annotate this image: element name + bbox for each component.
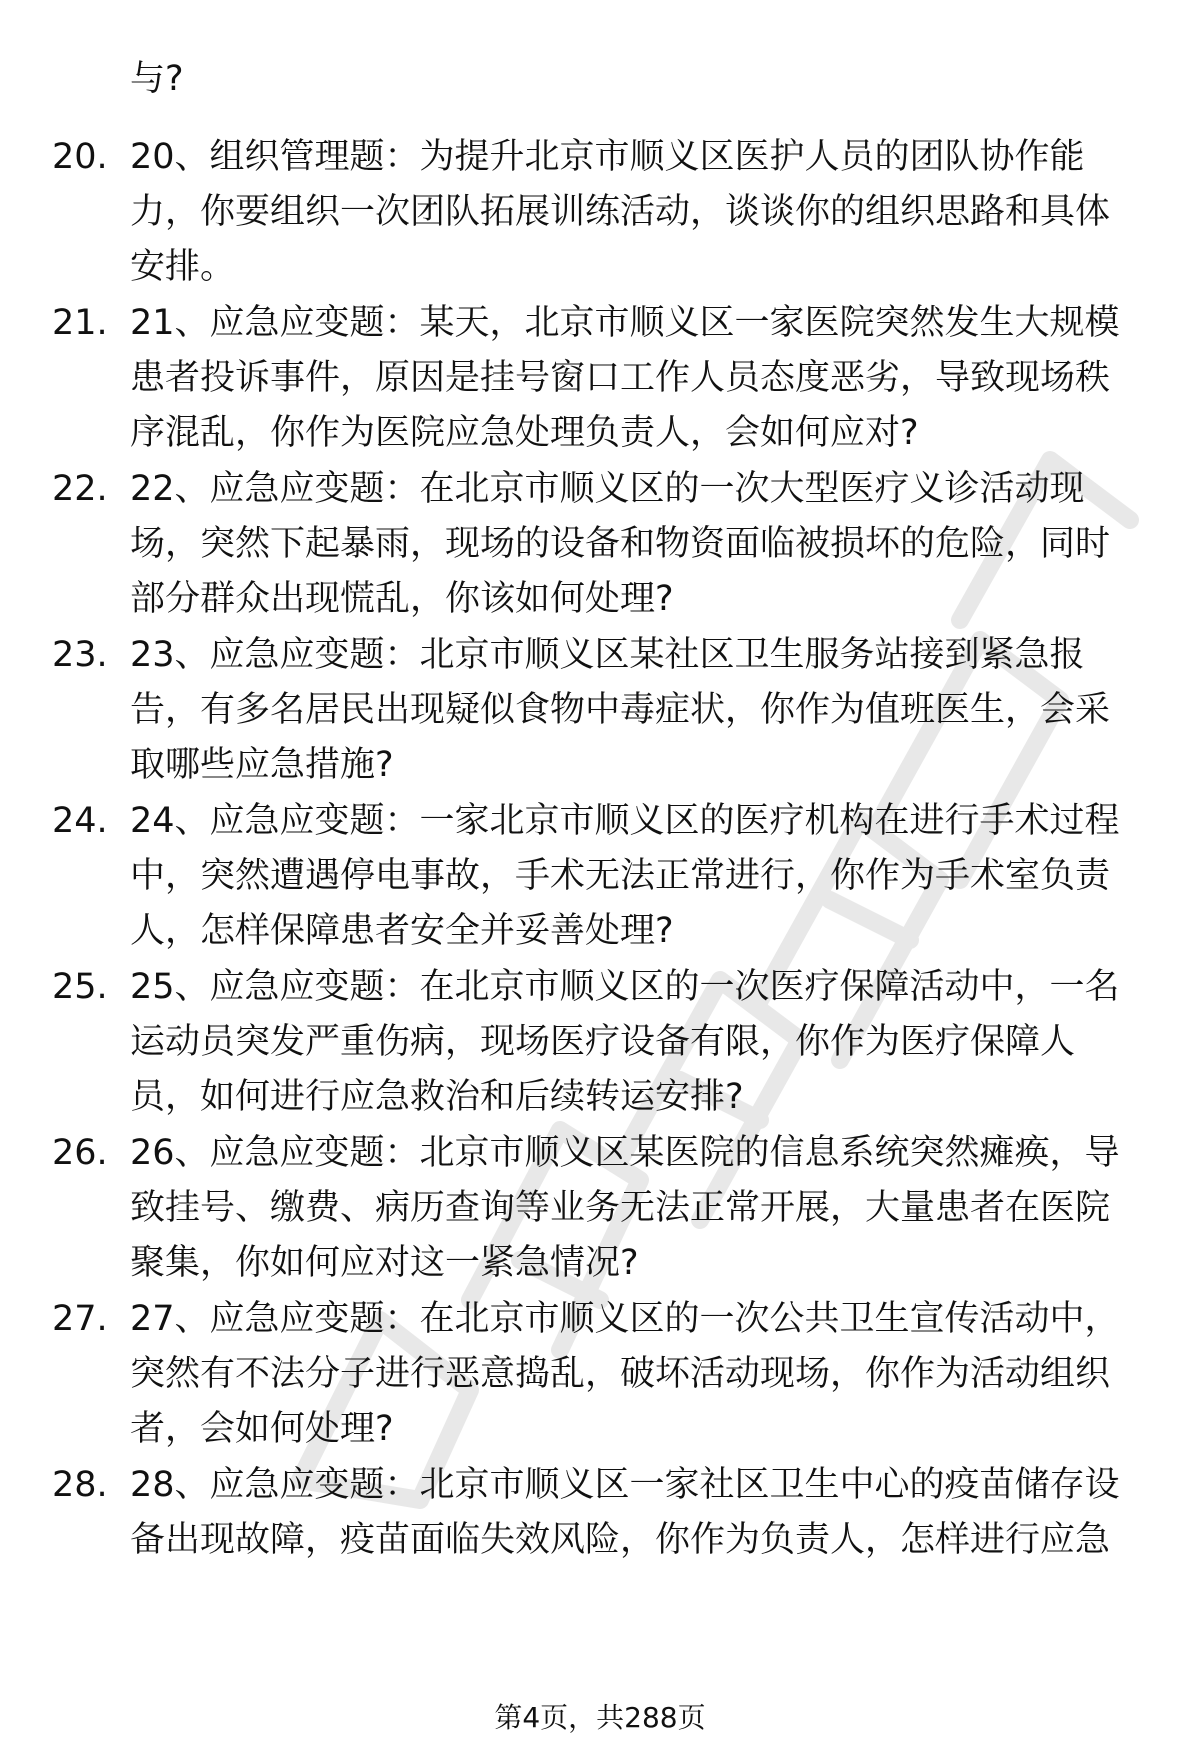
question-item [0, 1292, 1200, 1462]
question-number: 21. [52, 303, 108, 343]
question-number: 28. [52, 1465, 108, 1505]
question-text [130, 1458, 1140, 1568]
question-text-line: 者，会如何处理? [130, 1409, 394, 1449]
question-text-line: 突然有不法分子进行恶意捣乱，破坏活动现场，你作为活动组织 [130, 1354, 1111, 1394]
question-text [130, 130, 1140, 295]
question-item [0, 1126, 1200, 1296]
question-number: 25. [52, 967, 108, 1007]
question-text-line: 26、应急应变题：北京市顺义区某医院的信息系统突然瘫痪，导 [130, 1133, 1120, 1173]
question-text-line: 告，有多名居民出现疑似食物中毒症状，你作为值班医生，会采 [130, 690, 1111, 730]
question-text-line: 聚集，你如何应对这一紧急情况? [130, 1243, 639, 1283]
question-text [130, 462, 1140, 627]
question-text-line: 28、应急应变题：北京市顺义区一家社区卫生中心的疫苗储存设 [130, 1465, 1120, 1505]
question-text [130, 296, 1140, 461]
question-number: 22. [52, 469, 108, 509]
question-text-line: 20、组织管理题：为提升北京市顺义区医护人员的团队协作能 [130, 137, 1085, 177]
question-text-line: 部分群众出现慌乱，你该如何处理? [130, 579, 674, 619]
question-number: 27. [52, 1299, 108, 1339]
question-text-line: 人，怎样保障患者安全并妥善处理? [130, 911, 674, 951]
question-text-line: 25、应急应变题：在北京市顺义区的一次医疗保障活动中，一名 [130, 967, 1120, 1007]
question-text-line: 致挂号、缴费、病历查询等业务无法正常开展，大量患者在医院 [130, 1188, 1111, 1228]
question-text-line: 中，突然遭遇停电事故，手术无法正常进行，你作为手术室负责 [130, 856, 1111, 896]
question-text-line: 24、应急应变题：一家北京市顺义区的医疗机构在进行手术过程 [130, 801, 1120, 841]
question-text [130, 794, 1140, 959]
question-text [130, 960, 1140, 1125]
page-footer: 第4页，共288页 [494, 1701, 706, 1734]
question-text [130, 1292, 1140, 1457]
question-item [0, 1458, 1200, 1628]
question-number: 26. [52, 1133, 108, 1173]
continuation-text: 与? [130, 59, 184, 99]
question-text-line: 运动员突发严重伤病，现场医疗设备有限，你作为医疗保障人 [130, 1022, 1076, 1062]
question-text-line: 取哪些应急措施? [130, 745, 394, 785]
question-text-line: 序混乱，你作为医院应急处理负责人，会如何应对? [130, 413, 919, 453]
question-number: 24. [52, 801, 108, 841]
question-text-line: 22、应急应变题：在北京市顺义区的一次大型医疗义诊活动现 [130, 469, 1085, 509]
question-item [0, 296, 1200, 466]
question-text-line: 场，突然下起暴雨，现场的设备和物资面临被损坏的危险，同时 [130, 524, 1111, 564]
question-text [130, 628, 1140, 793]
question-item [0, 628, 1200, 798]
question-text-line: 21、应急应变题：某天，北京市顺义区一家医院突然发生大规模 [130, 303, 1120, 343]
question-number: 20. [52, 137, 108, 177]
question-item [0, 462, 1200, 632]
question-text [130, 1126, 1140, 1291]
question-text-line: 27、应急应变题：在北京市顺义区的一次公共卫生宣传活动中， [130, 1299, 1120, 1339]
question-text-line: 安排。 [130, 247, 236, 287]
question-item [0, 130, 1200, 300]
question-text-line: 备出现故障，疫苗面临失效风险，你作为负责人，怎样进行应急 [130, 1520, 1111, 1560]
question-text-line: 员，如何进行应急救治和后续转运安排? [130, 1077, 744, 1117]
question-text-line: 力，你要组织一次团队拓展训练活动，谈谈你的组织思路和具体 [130, 192, 1111, 232]
question-item [0, 794, 1200, 964]
question-number: 23. [52, 635, 108, 675]
question-text-line: 23、应急应变题：北京市顺义区某社区卫生服务站接到紧急报 [130, 635, 1085, 675]
question-item [0, 960, 1200, 1130]
question-text-line: 患者投诉事件，原因是挂号窗口工作人员态度恶劣，导致现场秩 [130, 358, 1111, 398]
